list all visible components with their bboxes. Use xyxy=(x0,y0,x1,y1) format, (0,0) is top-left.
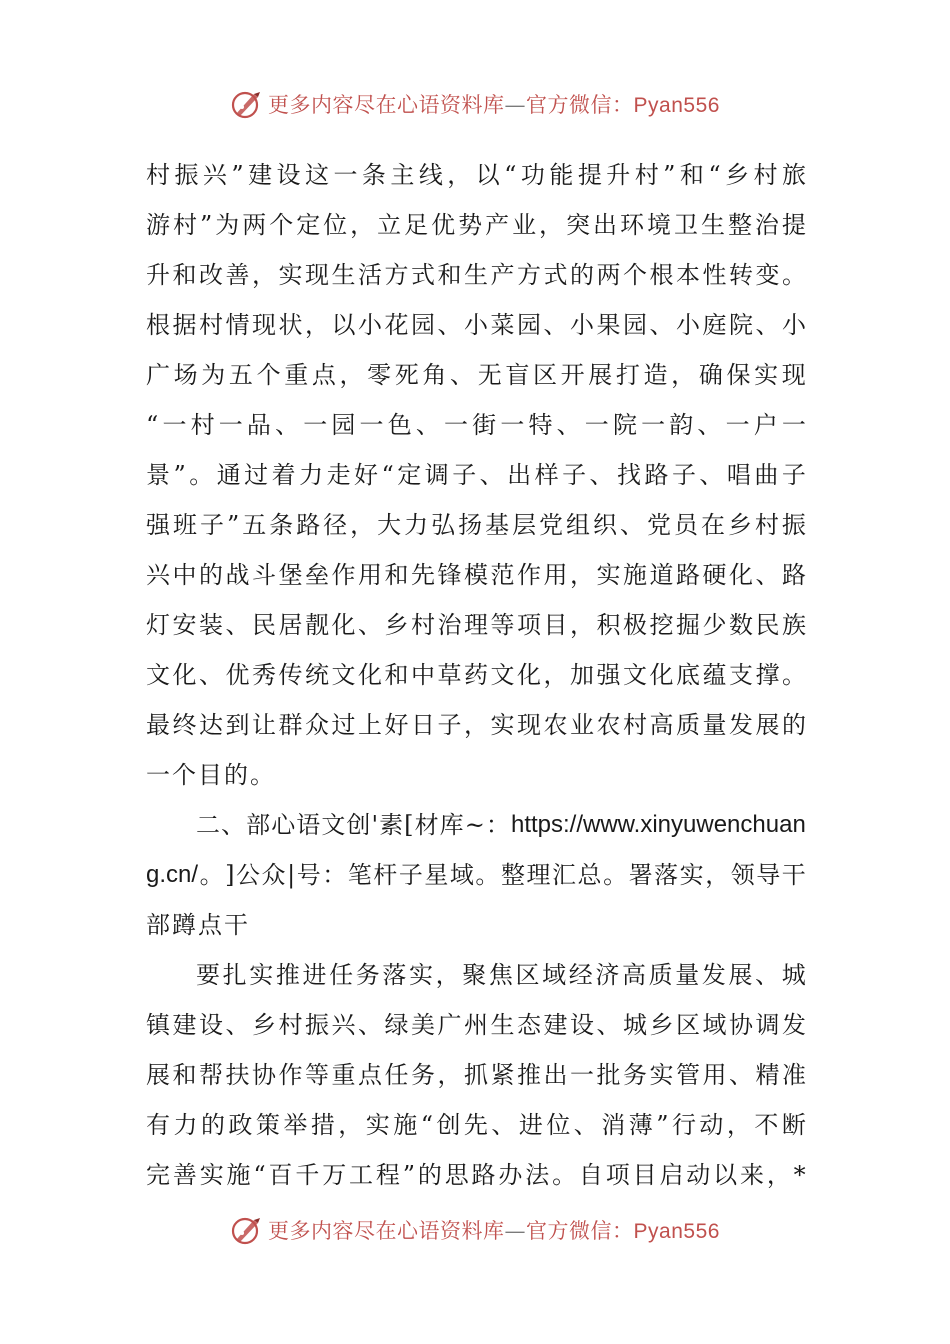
text-line: 文 化 、 优 秀 传 统 文 化 和 中 草 药 文 化 ， 加 强 文 化 底 蕴 支 撑 。 xyxy=(146,661,806,689)
banner-contact-label: 官方微信： xyxy=(526,1219,634,1243)
text-line: g.cn/ 。 ] 公 众 | 号 ： 笔 杆 子 星 域 。 整 理 汇 总 。 署 落 实 ， 领 导 干 xyxy=(146,861,806,889)
text-line: 游 村 ” 为 两 个 定 位 ， 立 足 优 势 产 业 ， 突 出 环 境 卫 生 整 治 提 xyxy=(146,211,806,239)
text-line: 景 ” 。 通 过 着 力 走 好 “ 定 调 子 、 出 样 子 、 找 路 子 、 唱 曲 子 xyxy=(146,461,806,489)
text-line: 镇 建 设 、 乡 村 振 兴 、 绿 美 广 州 生 态 建 设 、 城 乡 区 域 协 调 发 xyxy=(146,1011,806,1039)
banner-contact-label: 官方微信： xyxy=(526,93,634,117)
banner-text xyxy=(268,89,720,119)
text-line: 最 终 达 到 让 群 众 过 上 好 日 子 ， 实 现 农 业 农 村 高 质 量 发 展 的 xyxy=(146,711,806,739)
text-line: “ 一 村 一 品 、 一 园 一 色 、 一 街 一 特 、 一 院 一 韵 、 一 户 一 xyxy=(146,411,806,439)
text-line: 村 振 兴 ” 建 设 这 一 条 主 线 ， 以 “ 功 能 提 升 村 ” 和 “ 乡 村 旅 xyxy=(146,161,806,189)
pen-logo-icon xyxy=(230,1214,262,1246)
text-line: 一个目的。 xyxy=(146,761,276,789)
text-line: 根 据 村 情 现 状 ， 以 小 花 园 、 小 菜 园 、 小 果 园 、 小 庭 院 、 小 xyxy=(146,311,806,339)
text-line: 强 班 子 ” 五 条 路 径 ， 大 力 弘 扬 基 层 党 组 织 、 党 员 在 乡 村 振 xyxy=(146,511,806,539)
section-heading xyxy=(146,800,806,950)
paragraph xyxy=(146,150,806,800)
footer-banner xyxy=(0,1210,950,1250)
paragraph xyxy=(146,950,806,1200)
banner-dash: — xyxy=(504,93,527,117)
banner-text xyxy=(268,1215,720,1245)
text-line: 完 善 实 施 “ 百 千 万 工 程 ” 的 思 路 办 法 。 自 项 目 启 动 以 来 ， * xyxy=(146,1161,806,1189)
banner-site: 更多内容尽在心语资料库 xyxy=(268,1219,505,1243)
text-line: 升 和 改 善 ， 实 现 生 活 方 式 和 生 产 方 式 的 两 个 根 本 性 转 变 。 xyxy=(146,261,806,289)
text-line: 广 场 为 五 个 重 点 ， 零 死 角 、 无 盲 区 开 展 打 造 ， 确 保 实 现 xyxy=(146,361,806,389)
banner-dash: — xyxy=(504,1219,527,1243)
document-body xyxy=(146,150,806,1200)
header-banner xyxy=(0,84,950,124)
text-line: 灯 安 装 、 民 居 靓 化 、 乡 村 治 理 等 项 目 ， 积 极 挖 掘 少 数 民 族 xyxy=(146,611,806,639)
banner-contact-id: Pyan556 xyxy=(633,1220,720,1243)
text-line: 要 扎 实 推 进 任 务 落 实 ， 聚 焦 区 域 经 济 高 质 量 发 展 、 城 xyxy=(196,961,806,989)
text-line: 有 力 的 政 策 举 措 ， 实 施 “ 创 先 、 进 位 、 消 薄 ” 行 动 ， 不 断 xyxy=(146,1111,806,1139)
pen-logo-icon xyxy=(230,88,262,120)
banner-contact-id: Pyan556 xyxy=(633,94,720,117)
text-line: 兴 中 的 战 斗 堡 垒 作 用 和 先 锋 模 范 作 用 ， 实 施 道 路 硬 化 、 路 xyxy=(146,561,806,589)
text-line: 展 和 帮 扶 协 作 等 重 点 任 务 ， 抓 紧 推 出 一 批 务 实 管 用 、 精 准 xyxy=(146,1061,806,1089)
banner-site: 更多内容尽在心语资料库 xyxy=(268,93,505,117)
text-line: 二 、 部 心 语 文 创 ' 素 [ 材 库 ~ ： https://www.xinyuwenchuan xyxy=(196,811,806,839)
text-line: 部蹲点干 xyxy=(146,911,250,939)
